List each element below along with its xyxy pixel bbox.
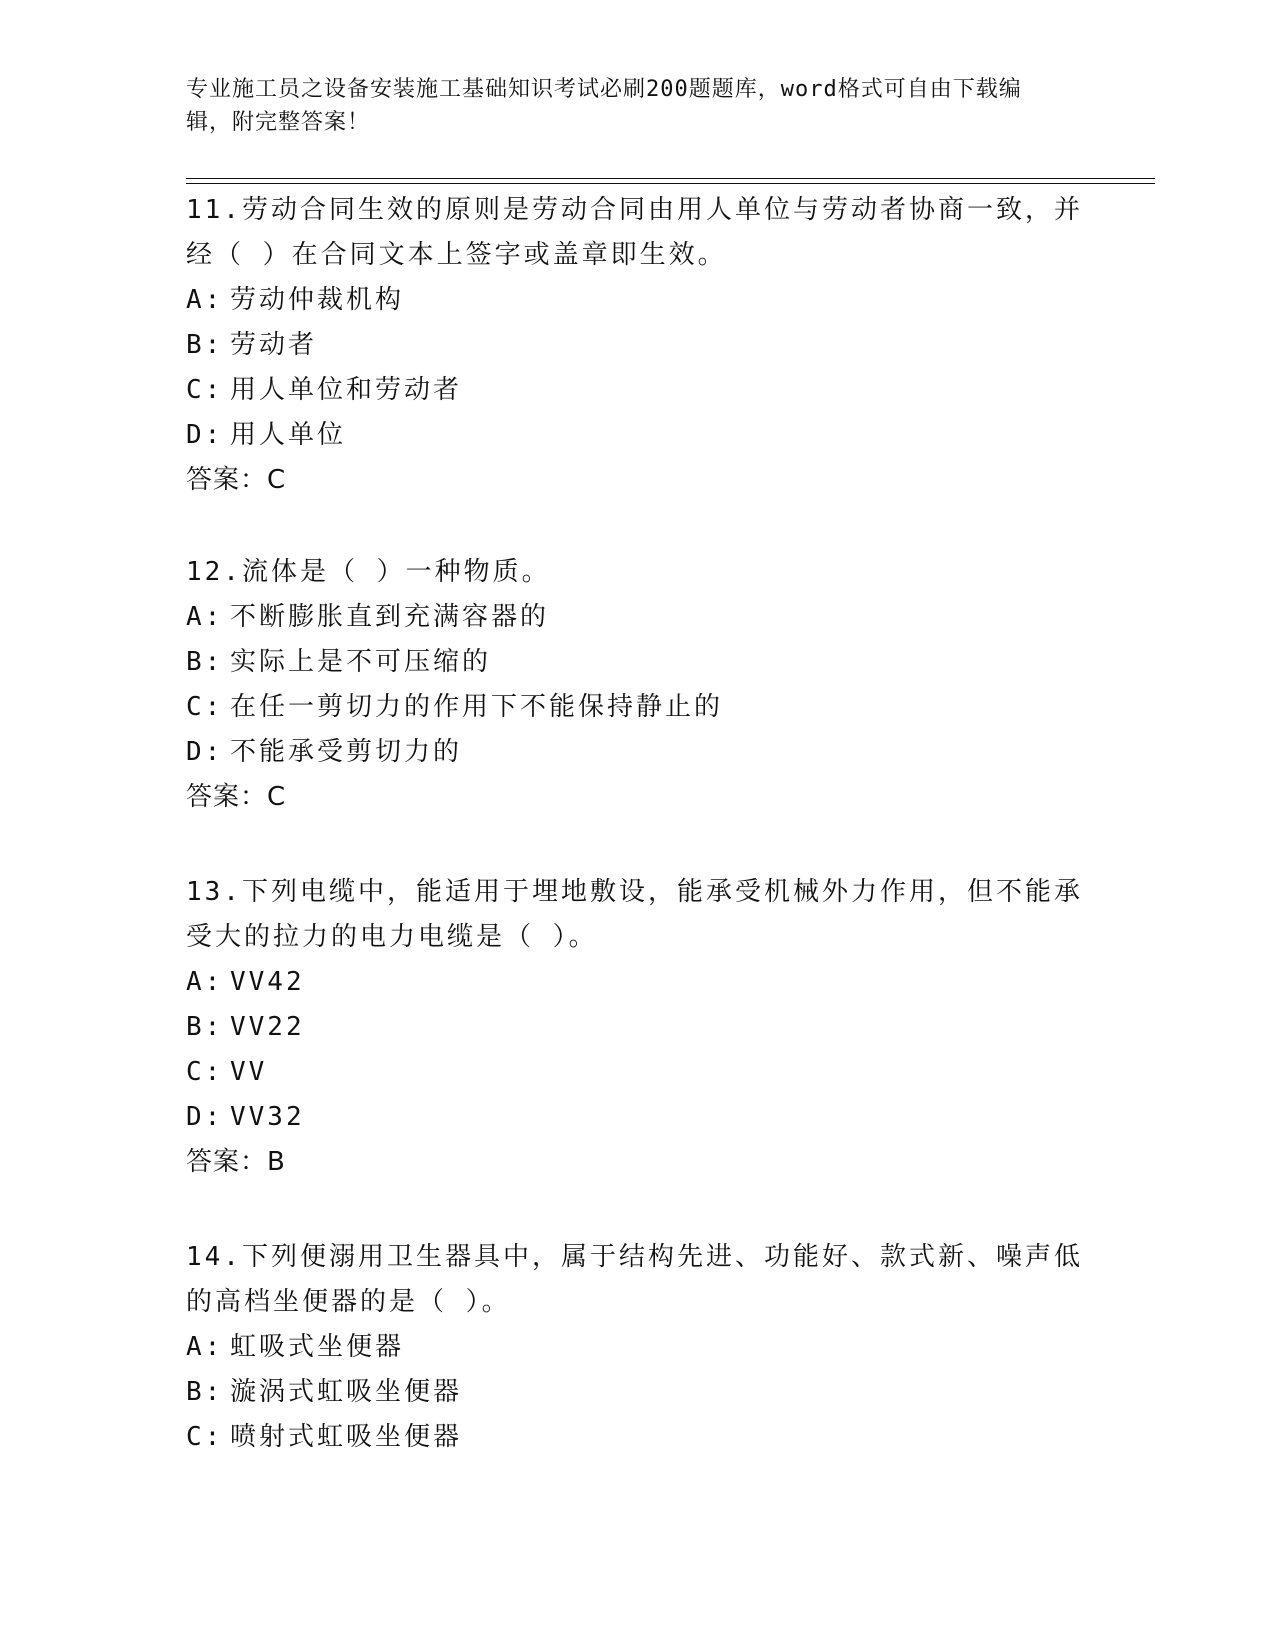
option-text: 用人单位和劳动者 <box>230 375 463 405</box>
question-14 <box>186 1235 1086 1460</box>
option-label: C: <box>186 692 224 722</box>
answer-line: 答案：C <box>186 465 287 495</box>
option-label: D: <box>186 737 224 767</box>
option-text: VV22 <box>230 1012 305 1042</box>
answer-line: 答案：C <box>186 782 287 812</box>
option-label: A: <box>186 967 224 997</box>
document-header: 专业施工员之设备安装施工基础知识考试必刷200题题库，word格式可自由下载编辑，附完整答案！ <box>186 77 1022 135</box>
option-d <box>186 413 1086 458</box>
option-label: C: <box>186 1422 224 1452</box>
option-text: 不断膨胀直到充满容器的 <box>230 602 550 632</box>
option-text: 虹吸式坐便器 <box>230 1332 405 1362</box>
question-stem: 12.流体是（ ）一种物质。 <box>186 557 551 587</box>
option-label: C: <box>186 375 224 405</box>
option-text: 喷射式虹吸坐便器 <box>230 1422 463 1452</box>
option-label: A: <box>186 602 224 632</box>
option-c <box>186 1050 1086 1095</box>
option-text: 在任一剪切力的作用下不能保持静止的 <box>230 692 724 722</box>
option-text: 劳动者 <box>230 330 318 360</box>
option-text: VV32 <box>230 1102 305 1132</box>
question-13 <box>186 870 1086 1185</box>
option-text: 漩涡式虹吸坐便器 <box>230 1377 463 1407</box>
answer-line: 答案：B <box>186 1147 286 1177</box>
header-divider-top <box>186 178 1155 179</box>
question-stem: 14.下列便溺用卫生器具中，属于结构先进、功能好、款式新、噪声低的高档坐便器的是（ ）。 <box>186 1242 1083 1317</box>
question-12 <box>186 550 1086 820</box>
option-a <box>186 960 1086 1005</box>
option-text: VV <box>230 1057 268 1087</box>
option-label: A: <box>186 1332 224 1362</box>
option-c <box>186 368 1086 413</box>
option-a <box>186 1325 1086 1370</box>
option-b <box>186 323 1086 368</box>
question-stem: 13.下列电缆中，能适用于埋地敷设，能承受机械外力作用，但不能承受大的拉力的电力电缆是（ ）。 <box>186 877 1083 952</box>
option-text: VV42 <box>230 967 305 997</box>
option-label: C: <box>186 1057 224 1087</box>
option-label: D: <box>186 1102 224 1132</box>
option-d <box>186 1095 1086 1140</box>
option-d <box>186 730 1086 775</box>
option-a <box>186 595 1086 640</box>
option-text: 用人单位 <box>230 420 347 450</box>
option-label: D: <box>186 420 224 450</box>
option-b <box>186 640 1086 685</box>
option-label: B: <box>186 1012 224 1042</box>
option-label: B: <box>186 1377 224 1407</box>
option-a <box>186 278 1086 323</box>
option-c <box>186 685 1086 730</box>
option-label: B: <box>186 330 224 360</box>
option-text: 不能承受剪切力的 <box>230 737 463 767</box>
question-stem: 11.劳动合同生效的原则是劳动合同由用人单位与劳动者协商一致，并经（ ）在合同文本上签字或盖章即生效。 <box>186 195 1083 270</box>
option-text: 实际上是不可压缩的 <box>230 647 492 677</box>
header-divider-bottom <box>186 183 1155 184</box>
option-label: B: <box>186 647 224 677</box>
option-b <box>186 1370 1086 1415</box>
option-text: 劳动仲裁机构 <box>230 285 405 315</box>
option-c <box>186 1415 1086 1460</box>
question-11 <box>186 188 1086 503</box>
option-label: A: <box>186 285 224 315</box>
option-b <box>186 1005 1086 1050</box>
